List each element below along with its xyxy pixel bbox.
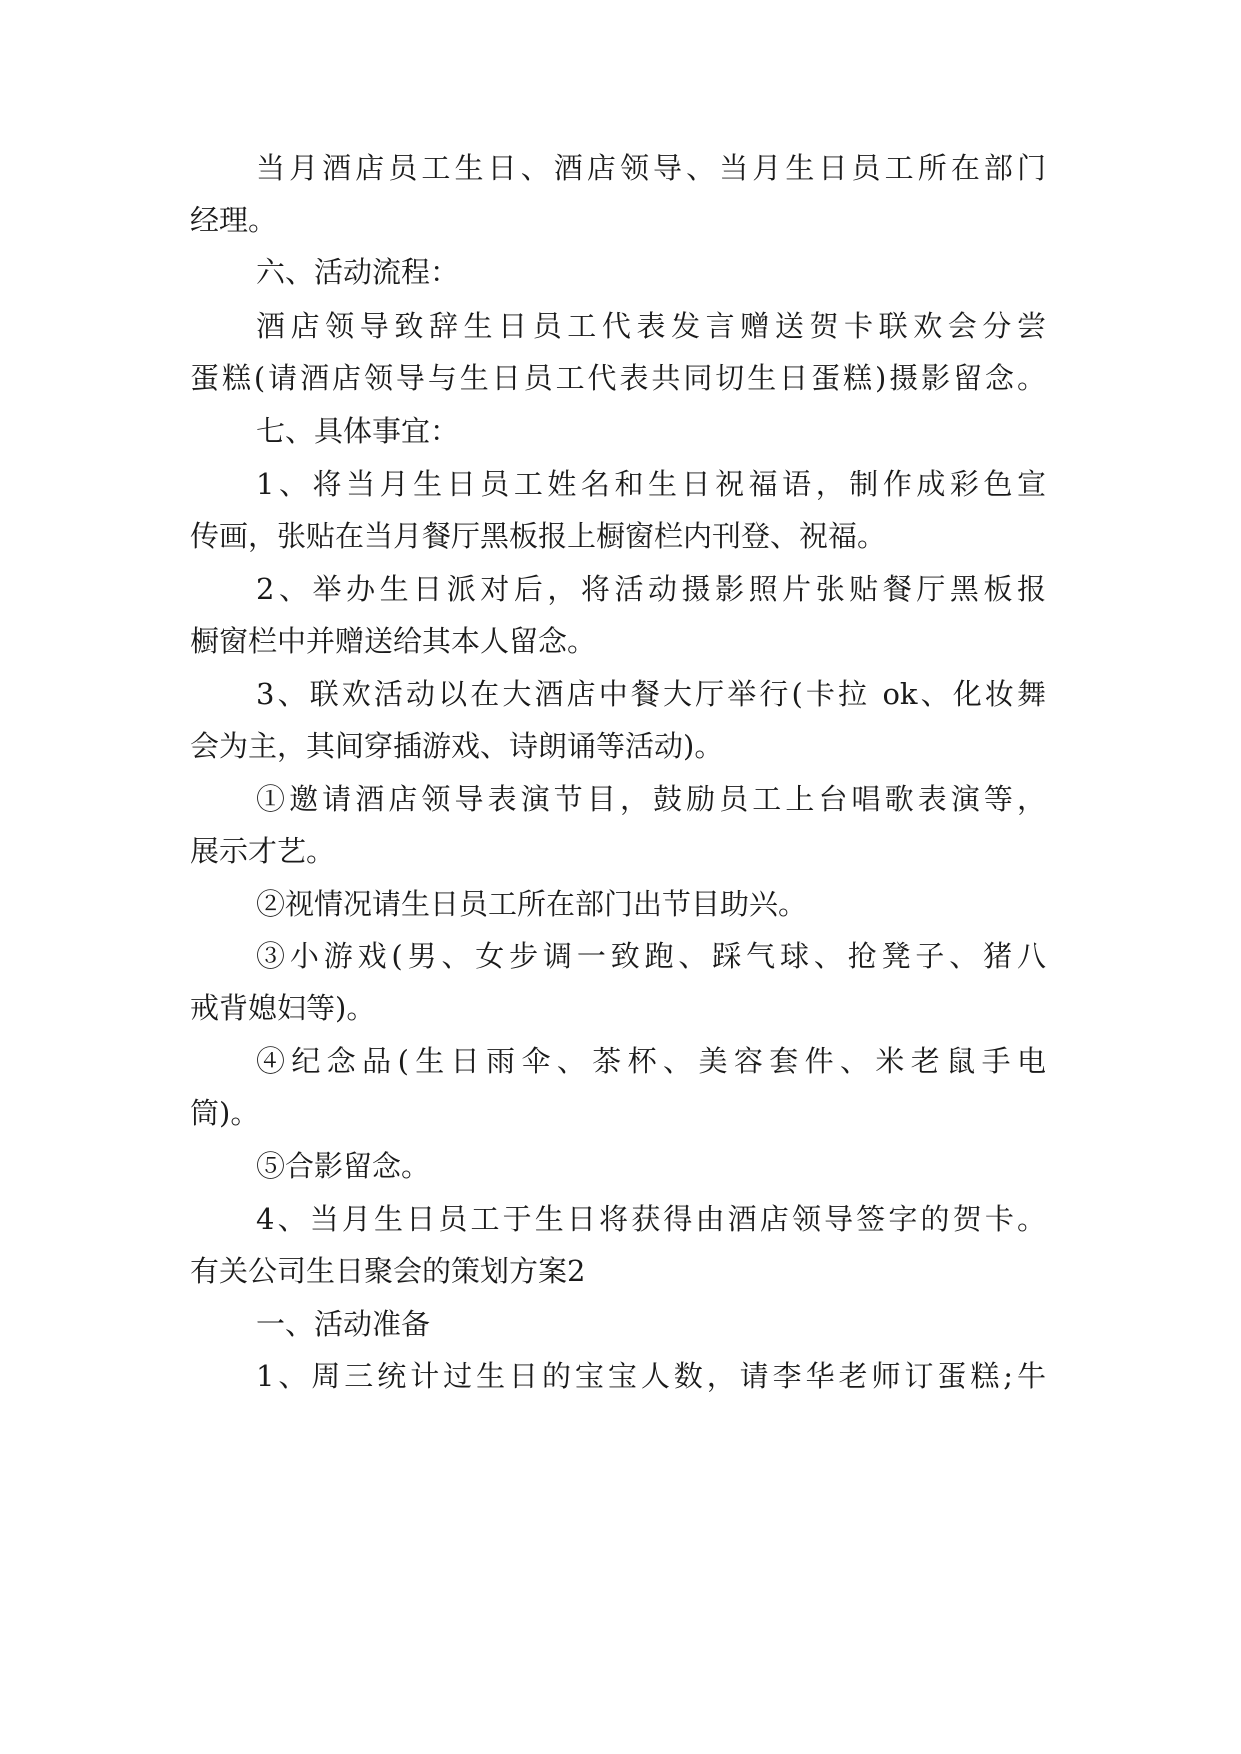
list-item-3: 3、联欢活动以在大酒店中餐大厅举行(卡拉 ok、化妆舞 xyxy=(256,677,1046,711)
list-item-4: 4、当月生日员工于生日将获得由酒店领导签字的贺卡。 xyxy=(256,1202,1046,1236)
paragraph-flow: 酒店领导致辞生日员工代表发言赠送贺卡联欢会分尝 xyxy=(256,309,1046,343)
paragraph-attendees-cont: 经理。 xyxy=(190,203,278,237)
section-title-plan-2: 有关公司生日聚会的策划方案2 xyxy=(190,1254,586,1288)
paragraph-preparation-1: 1、周三统计过生日的宝宝人数，请李华老师订蛋糕;牛 xyxy=(256,1359,1046,1393)
sub-item-3: ③小游戏(男、女步调一致跑、踩气球、抢凳子、猪八 xyxy=(256,939,1046,973)
sub-item-1-cont: 展示才艺。 xyxy=(190,834,336,868)
sub-item-3-cont: 戒背媳妇等)。 xyxy=(190,991,376,1025)
sub-item-2: ②视情况请生日员工所在部门出节目助兴。 xyxy=(256,887,808,921)
list-item-3-cont: 会为主，其间穿插游戏、诗朗诵等活动)。 xyxy=(190,729,724,763)
sub-item-4: ④纪念品(生日雨伞、茶杯、美容套件、米老鼠手电 xyxy=(256,1044,1046,1078)
list-item-1-cont: 传画，张贴在当月餐厅黑板报上橱窗栏内刊登、祝福。 xyxy=(190,519,887,553)
list-item-2: 2、举办生日派对后，将活动摄影照片张贴餐厅黑板报 xyxy=(256,572,1046,606)
sub-item-1: ①邀请酒店领导表演节目，鼓励员工上台唱歌表演等， xyxy=(256,782,1046,816)
sub-item-5: ⑤合影留念。 xyxy=(256,1149,431,1183)
paragraph-flow-cont: 蛋糕(请酒店领导与生日员工代表共同切生日蛋糕)摄影留念。 xyxy=(190,361,1046,395)
heading-preparation: 一、活动准备 xyxy=(256,1307,431,1341)
heading-activity-flow: 六、活动流程： xyxy=(256,255,460,289)
heading-details: 七、具体事宜： xyxy=(256,414,460,448)
sub-item-4-cont: 筒)。 xyxy=(190,1096,260,1130)
list-item-1: 1、将当月生日员工姓名和生日祝福语，制作成彩色宣 xyxy=(256,467,1046,501)
list-item-2-cont: 橱窗栏中并赠送给其本人留念。 xyxy=(190,624,597,658)
paragraph-attendees: 当月酒店员工生日、酒店领导、当月生日员工所在部门 xyxy=(256,151,1046,185)
